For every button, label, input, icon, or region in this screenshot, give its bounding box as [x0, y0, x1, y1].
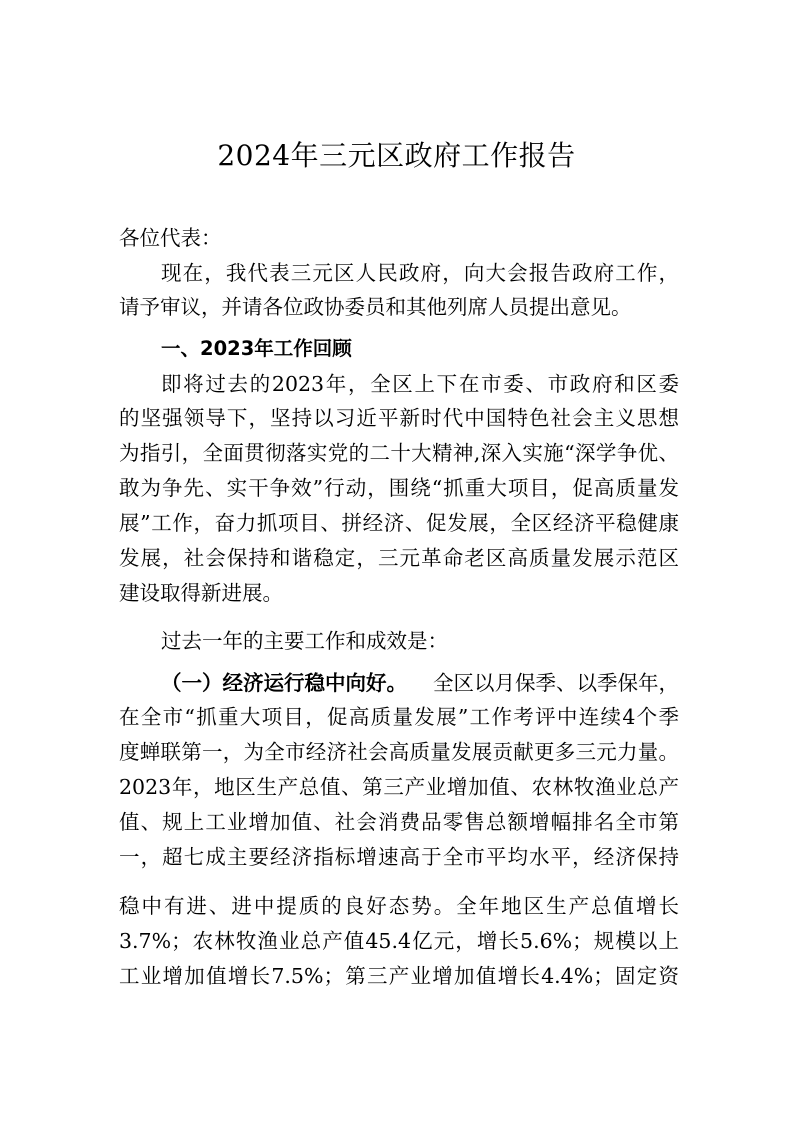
paragraph-line: 全区以月保季、以季保年，	[433, 671, 679, 695]
subsection-heading: （一）经济运行稳中向好。	[161, 671, 407, 695]
paragraph-line: 的坚强领导下，坚持以习近平新时代中国特色社会主义思想	[119, 406, 679, 430]
subsection-line	[161, 668, 679, 698]
paragraph-line: 一，超七成主要经济指标增速高于全市平均水平，经济保持	[119, 845, 679, 869]
paragraph-line: 2023年，地区生产总值、第三产业增加值、农林牧渔业总产	[119, 775, 679, 799]
salutation: 各位代表：	[119, 226, 222, 250]
paragraph-line: 度蝉联第一，为全市经济社会高质量发展贡献更多三元力量。	[119, 740, 679, 764]
paragraph-line: 发展，社会保持和谐稳定，三元革命老区高质量发展示范区	[119, 546, 679, 570]
paragraph-line: 即将过去的2023年，全区上下在市委、市政府和区委	[161, 372, 679, 396]
paragraph-line: 现在，我代表三元区人民政府，向大会报告政府工作，	[161, 261, 679, 285]
paragraph-line: 稳中有进、进中提质的良好态势。全年地区生产总值增长	[119, 894, 679, 918]
paragraph-line: 在全市“抓重大项目，促高质量发展”工作考评中连续4个季	[119, 705, 679, 729]
paragraph-line: 3.7%；农林牧渔业总产值45.4亿元，增长5.6%；规模以上	[119, 929, 679, 953]
paragraph-line: 敢为争先、实干争效”行动，围绕“抓重大项目，促高质量发	[119, 476, 679, 500]
paragraph-line: 值、规上工业增加值、社会消费品零售总额增幅排名全市第	[119, 810, 679, 834]
paragraph-line: 工业增加值增长7.5%；第三产业增加值增长4.4%；固定资	[119, 964, 679, 988]
paragraph-line: 为指引，全面贯彻落实党的二十大精神,深入实施“深学争优、	[119, 441, 679, 465]
section-heading: 一、2023年工作回顾	[161, 337, 352, 360]
paragraph-line: 建设取得新进展。	[119, 581, 283, 605]
paragraph-line: 展”工作，奋力抓项目、拼经济、促发展，全区经济平稳健康	[119, 511, 679, 535]
paragraph-line: 请予审议，并请各位政协委员和其他列席人员提出意见。	[119, 295, 632, 319]
paragraph-line: 过去一年的主要工作和成效是：	[161, 629, 448, 653]
document-title: 2024年三元区政府工作报告	[217, 139, 576, 172]
